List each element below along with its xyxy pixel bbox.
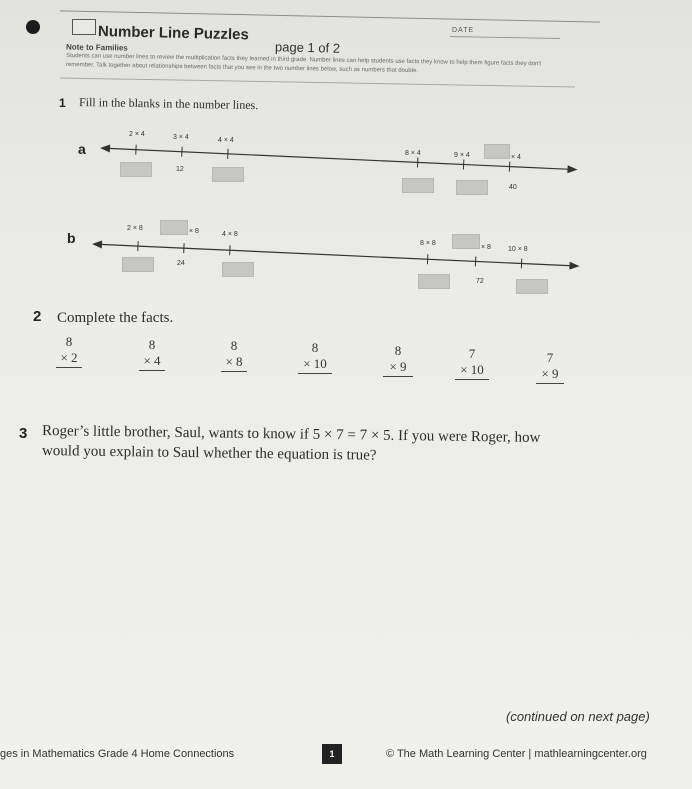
top-rule <box>60 10 600 22</box>
fact-bottom: × 2 <box>56 350 82 368</box>
blank-box[interactable] <box>160 220 188 235</box>
continued-note: (continued on next page) <box>506 709 650 724</box>
blank-box[interactable] <box>212 167 244 182</box>
blank-box[interactable] <box>120 162 152 177</box>
fact-4 <box>298 340 332 374</box>
page-subtitle: page 1 of 2 <box>274 39 341 56</box>
fact-top: 7 <box>468 346 476 361</box>
fact-bottom: × 9 <box>383 359 413 377</box>
blank-box[interactable] <box>418 274 450 289</box>
line-a-label-2: 3 × 4 <box>173 134 189 141</box>
note-text: Students can use number lines to review the multiplication facts they learned in third grade. Number lines can help students use facts they know to help them figure facts they don't remember. Talk together about relationships between facts that you see in the two number lines below, such as numbers that double. <box>65 53 542 75</box>
q3-number: 3 <box>19 425 28 442</box>
q2-prompt: Complete the facts. <box>57 310 174 326</box>
fact-top: 8 <box>311 340 319 355</box>
fact-bottom: × 9 <box>536 366 564 384</box>
line-b-label-10x8: 10 × 8 <box>508 246 528 253</box>
note-heading: Note to Families <box>65 42 128 53</box>
number-line-b <box>92 228 587 298</box>
fact-top: 8 <box>148 337 156 352</box>
page-title: Number Line Puzzles <box>97 23 250 44</box>
note-rule <box>60 78 575 88</box>
line-b-value-72: 72 <box>476 278 484 285</box>
line-b-label-8x8: 8 × 8 <box>420 240 436 247</box>
line-b-value-24: 24 <box>177 260 185 267</box>
line-b-label-4x8: 4 × 8 <box>222 231 238 238</box>
fact-bottom: × 10 <box>455 362 489 380</box>
fact-1 <box>56 334 82 368</box>
fact-bottom: × 10 <box>298 356 332 374</box>
blank-box[interactable] <box>452 234 480 249</box>
line-a-label-9x4: 9 × 4 <box>454 152 470 159</box>
blank-box[interactable] <box>516 279 548 294</box>
page-number-badge: 1 <box>322 744 342 764</box>
blank-box[interactable] <box>122 257 154 272</box>
footer-right: © The Math Learning Center | mathlearningcenter.org <box>386 748 647 760</box>
date-label: DATE <box>452 27 475 34</box>
line-a-label-1: 2 × 4 <box>129 131 145 138</box>
line-a-label-8x4: 8 × 4 <box>405 150 421 157</box>
footer-left: ges in Mathematics Grade 4 Home Connections <box>0 748 235 760</box>
line-a-label-x4: × 4 <box>511 154 521 161</box>
fact-5 <box>383 343 413 377</box>
fact-2 <box>139 337 165 371</box>
line-a-label-3: 4 × 4 <box>218 137 234 144</box>
line-b-label-x8: × 8 <box>189 228 199 235</box>
q1-prompt: Fill in the blanks in the number lines. <box>78 95 259 113</box>
bullet-dot <box>26 20 40 34</box>
date-line <box>450 36 560 39</box>
q2-number: 2 <box>33 308 42 325</box>
q1b-letter: b <box>67 230 76 246</box>
blank-box[interactable] <box>456 180 488 195</box>
fact-7 <box>536 350 564 384</box>
q3-line-1: Roger’s little brother, Saul, wants to know if 5 × 7 = 7 × 5. If you were Roger, how <box>41 423 541 446</box>
q1-number: 1 <box>59 96 66 110</box>
line-b-label-2x8: 2 × 8 <box>127 225 143 232</box>
blank-box[interactable] <box>402 178 434 193</box>
line-a-value-12: 12 <box>176 166 184 173</box>
line-a-value-40: 40 <box>509 184 517 191</box>
q1a-letter: a <box>78 141 86 157</box>
blank-box[interactable] <box>222 262 254 277</box>
fact-top: 8 <box>230 338 238 353</box>
blank-box[interactable] <box>484 144 510 159</box>
fact-3 <box>221 338 247 372</box>
home-connections-icon <box>72 19 96 35</box>
fact-bottom: × 4 <box>139 353 165 371</box>
q3-line-2: would you explain to Saul whether the equation is true? <box>41 443 377 464</box>
fact-top: 8 <box>394 343 402 358</box>
fact-top: 7 <box>546 350 554 365</box>
fact-6 <box>455 346 489 380</box>
fact-top: 8 <box>65 334 73 349</box>
fact-bottom: × 8 <box>221 354 247 372</box>
line-b-label-x8-right: × 8 <box>481 244 491 251</box>
